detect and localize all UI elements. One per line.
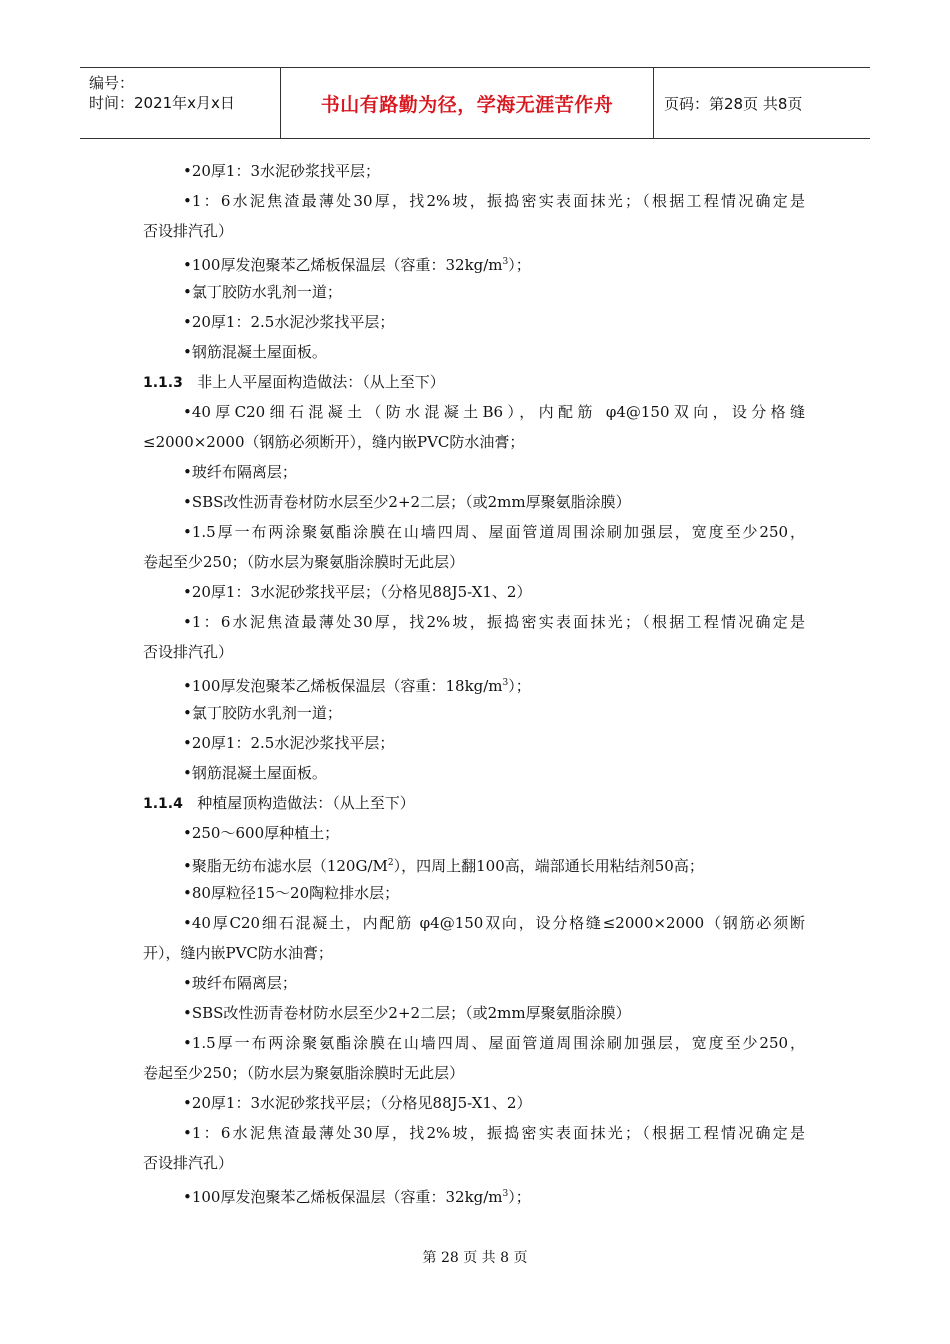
list-item: •1.5厚一布两涂聚氨酯涂膜在山墙四周、屋面管道周围涂刷加强层，宽度至少250， — [183, 523, 805, 541]
section-heading — [143, 793, 415, 814]
section-heading — [143, 372, 445, 393]
header-info-cell — [80, 68, 281, 138]
header-motto-cell — [281, 68, 654, 138]
list-item: •20厚1：2.5水泥沙浆找平层； — [183, 734, 395, 752]
section-number: 1.1.4 — [143, 796, 183, 812]
list-item: •20厚1：3水泥砂浆找平层；（分格见88J5-X1、2） — [183, 583, 532, 601]
list-item: •100厚发泡聚苯乙烯板保温层（容重：$32kg/m^3$）； — [183, 256, 531, 274]
list-item: •40厚C20细石混凝土（防水混凝土B6），内配筋 φ4@150双向，设分格缝 — [183, 403, 805, 421]
list-item-continuation: 否设排汽孔） — [143, 1154, 234, 1172]
list-item-continuation: 否设排汽孔） — [143, 643, 234, 661]
time-label: 时间：2021年x月x日 — [89, 94, 235, 112]
list-item: •玻纤布隔离层； — [183, 463, 297, 481]
list-item: •20厚1：3水泥砂浆找平层；（分格见88J5-X1、2） — [183, 1094, 532, 1112]
motto-text: 书山有路勤为径，学海无涯苦作舟 — [320, 93, 614, 116]
list-item: •氯丁胶防水乳剂一道； — [183, 704, 342, 722]
list-item: •聚脂无纺布滤水层$(120G/M^2)$，四周上翻100高，端部通长用粘结剂50高； — [183, 857, 704, 875]
list-item: •80厚粒径15～20陶粒排水层； — [183, 884, 400, 902]
list-item: •100厚发泡聚苯乙烯板保温层（容重：$18kg/m^3$）； — [183, 677, 531, 695]
section-title: 非上人平屋面构造做法：（从上至下） — [197, 373, 445, 391]
list-item: •钢筋混凝土屋面板。 — [183, 343, 327, 361]
page-footer: 第 28 页 共 8 页 — [422, 1250, 528, 1266]
list-item-continuation: 否设排汽孔） — [143, 222, 234, 240]
header-page-cell — [654, 68, 870, 138]
list-item: •钢筋混凝土屋面板。 — [183, 764, 327, 782]
list-item: •20厚1：3水泥砂浆找平层； — [183, 162, 381, 180]
list-item: •SBS改性沥青卷材防水层至少2+2二层；（或2mm厚聚氨脂涂膜） — [183, 493, 631, 511]
section-number: 1.1.3 — [143, 375, 183, 391]
list-item: •1.5厚一布两涂聚氨酯涂膜在山墙四周、屋面管道周围涂刷加强层，宽度至少250， — [183, 1034, 805, 1052]
list-item: •1：6水泥焦渣最薄处30厚，找2%坡，振捣密实表面抹光；（根据工程情况确定是 — [183, 1124, 805, 1142]
list-item: •1：6水泥焦渣最薄处30厚，找2%坡，振捣密实表面抹光；（根据工程情况确定是 — [183, 192, 805, 210]
list-item: •1：6水泥焦渣最薄处30厚，找2%坡，振捣密实表面抹光；（根据工程情况确定是 — [183, 613, 805, 631]
list-item: •20厚1：2.5水泥沙浆找平层； — [183, 313, 395, 331]
list-item: •氯丁胶防水乳剂一道； — [183, 283, 342, 301]
list-item-continuation: 卷起至少250；（防水层为聚氨脂涂膜时无此层） — [143, 553, 465, 571]
list-item: •250～600厚种植土； — [183, 824, 340, 842]
list-item: •SBS改性沥青卷材防水层至少2+2二层；（或2mm厚聚氨脂涂膜） — [183, 1004, 631, 1022]
number-label: 编号： — [89, 74, 135, 92]
page-info: 页码：第28页 共8页 — [664, 94, 803, 113]
list-item-continuation: 卷起至少250；（防水层为聚氨脂涂膜时无此层） — [143, 1064, 465, 1082]
list-item: •100厚发泡聚苯乙烯板保温层（容重：$32kg/m^3$）； — [183, 1188, 531, 1206]
list-item: •40厚C20细石混凝土，内配筋 φ4@150双向，设分格缝≤2000×2000（钢筋必须断 — [183, 914, 805, 932]
list-item-continuation: ≤2000×2000（钢筋必须断开），缝内嵌PVC防水油膏； — [143, 433, 525, 451]
document-header — [80, 67, 870, 139]
list-item-continuation: 开），缝内嵌PVC防水油膏； — [143, 944, 333, 962]
list-item: •玻纤布隔离层； — [183, 974, 297, 992]
section-title: 种植屋顶构造做法：（从上至下） — [197, 794, 415, 812]
